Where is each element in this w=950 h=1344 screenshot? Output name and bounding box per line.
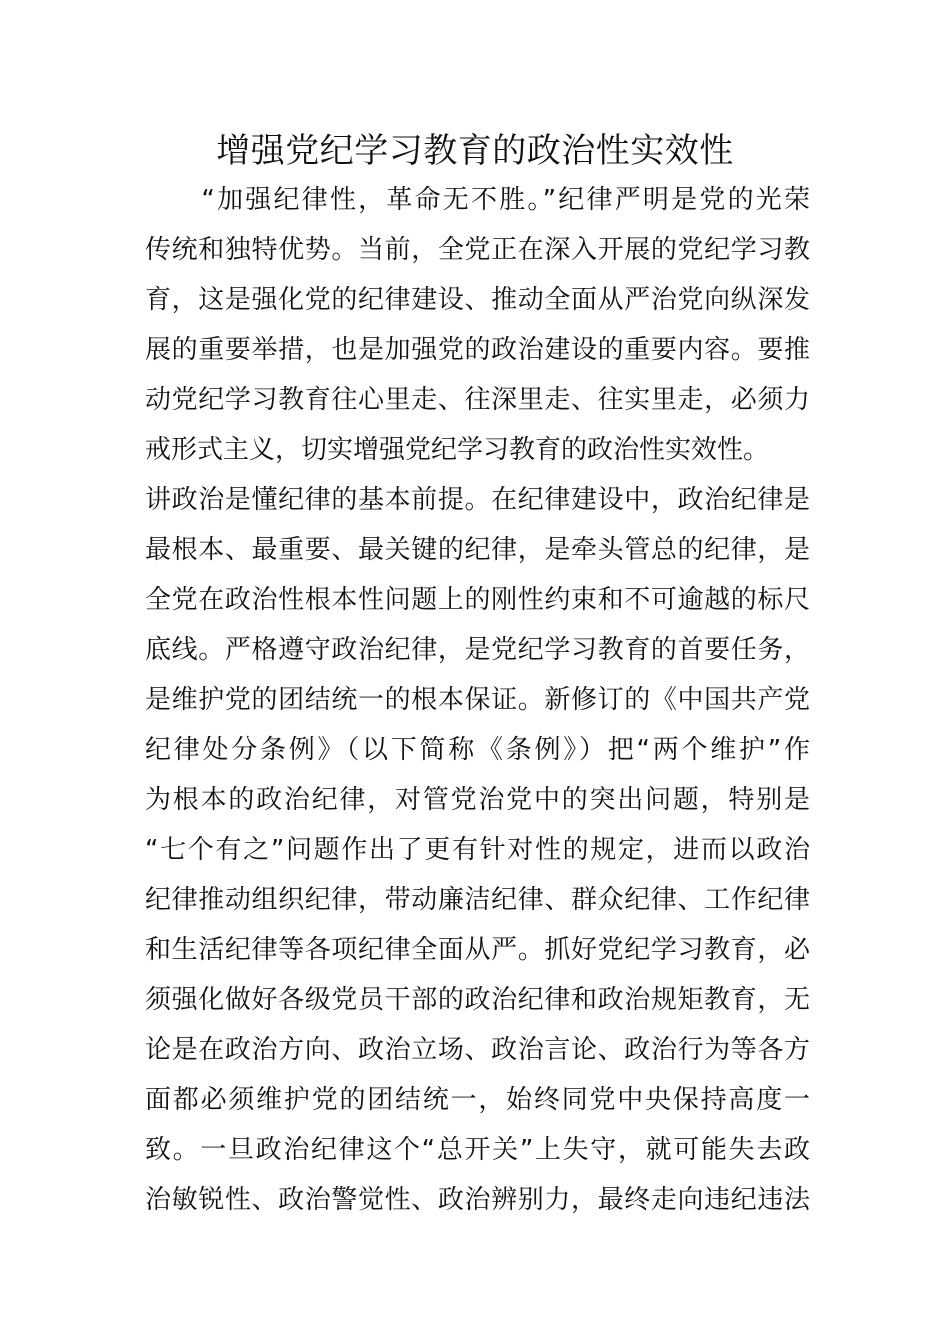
body-line: 讲政治是懂纪律的基本前提。在纪律建设中，政治纪律是 xyxy=(145,485,810,515)
body-line: 为根本的政治纪律，对管党治党中的突出问题，特别是 xyxy=(145,785,810,815)
body-line: 动党纪学习教育往心里走、往深里走、往实里走，必须力 xyxy=(145,385,810,415)
body-line: “加强纪律性，革命无不胜。”纪律严明是党的光荣 xyxy=(145,185,810,215)
body-line: 面都必须维护党的团结统一，始终同党中央保持高度一 xyxy=(145,1085,810,1115)
body-line: 育，这是强化党的纪律建设、推动全面从严治党向纵深发 xyxy=(145,285,810,315)
body-line: 须强化做好各级党员干部的政治纪律和政治规矩教育，无 xyxy=(145,985,810,1015)
body-line: 是维护党的团结统一的根本保证。新修订的《中国共产党 xyxy=(145,685,810,715)
body-line: 纪律处分条例》（以下简称《条例》）把“两个维护”作 xyxy=(145,735,810,765)
body-line: 底线。严格遵守政治纪律，是党纪学习教育的首要任务， xyxy=(145,635,810,665)
body-line: 论是在政治方向、政治立场、政治言论、政治行为等各方 xyxy=(145,1035,810,1065)
body-line: 全党在政治性根本性问题上的刚性约束和不可逾越的标尺 xyxy=(145,585,810,615)
body-line: 纪律推动组织纪律，带动廉洁纪律、群众纪律、工作纪律 xyxy=(145,885,810,915)
body-line: 传统和独特优势。当前，全党正在深入开展的党纪学习教 xyxy=(145,235,810,265)
body-line: 和生活纪律等各项纪律全面从严。抓好党纪学习教育，必 xyxy=(145,935,810,965)
body-line: 致。一旦政治纪律这个“总开关”上失守，就可能失去政 xyxy=(145,1135,810,1165)
document-title: 增强党纪学习教育的政治性实效性 xyxy=(216,131,734,171)
body-line: “七个有之”问题作出了更有针对性的规定，进而以政治 xyxy=(145,835,810,865)
body-line: 最根本、最重要、最关键的纪律，是牵头管总的纪律，是 xyxy=(145,535,810,565)
body-line: 展的重要举措，也是加强党的政治建设的重要内容。要推 xyxy=(145,335,810,365)
body-line: 戒形式主义，切实增强党纪学习教育的政治性实效性。 xyxy=(145,435,770,465)
body-line: 治敏锐性、政治警觉性、政治辨别力，最终走向违纪违法 xyxy=(145,1185,810,1215)
